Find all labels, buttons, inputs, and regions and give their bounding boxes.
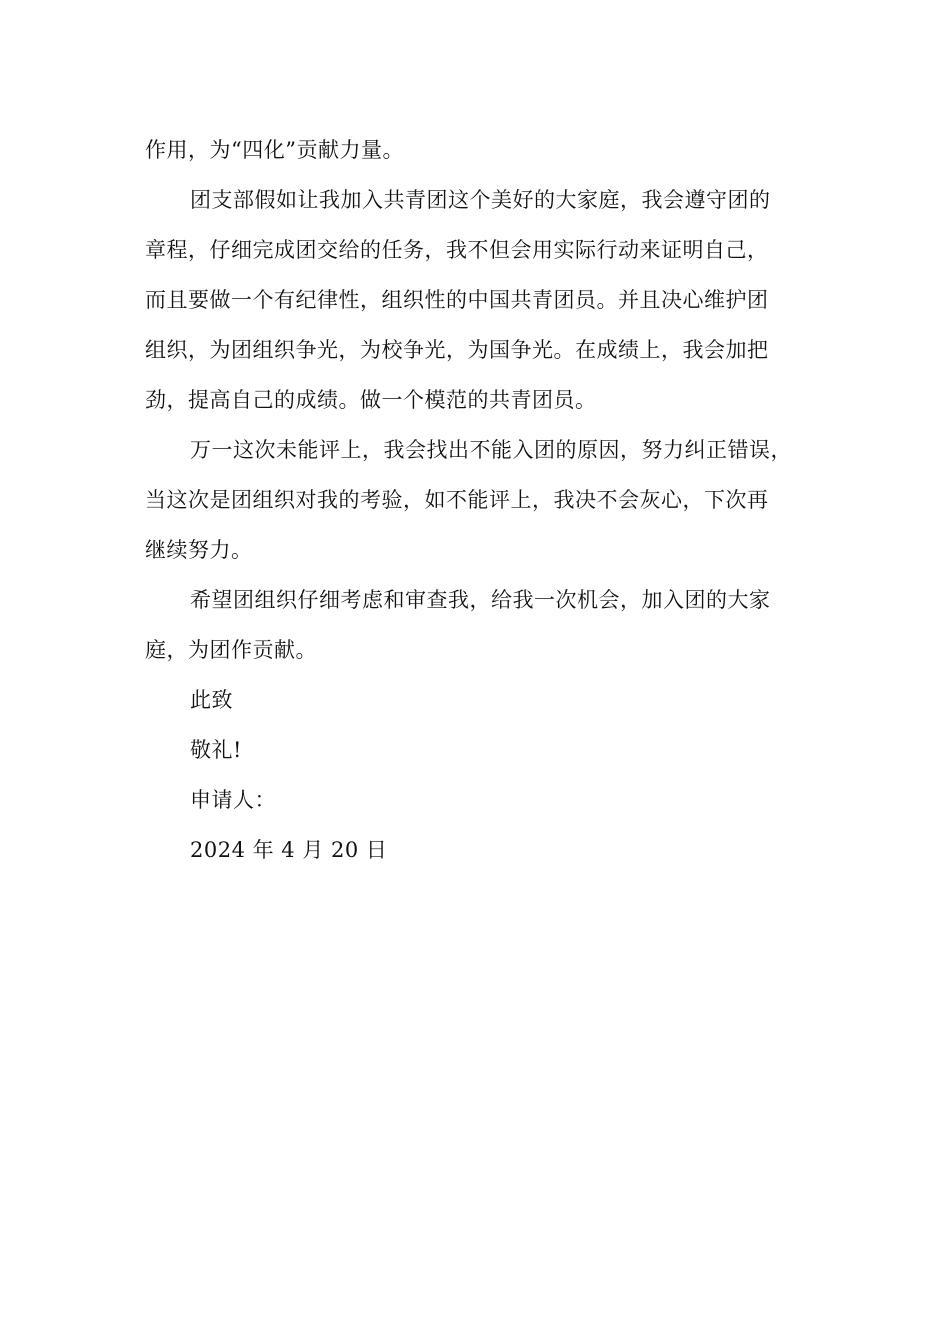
paragraph-line: 作用，为“四化”贡献力量。 xyxy=(145,138,404,162)
paragraph-line: 希望团组织仔细考虑和审查我，给我一次机会，加入团的大家 xyxy=(190,588,771,612)
paragraph-line: 劲，提高自己的成绩。做一个模范的共青团员。 xyxy=(145,388,597,412)
applicant-label: 申请人： xyxy=(190,788,276,812)
date-line: 2024 年 4 月 20 日 xyxy=(190,838,388,862)
paragraph-line: 而且要做一个有纪律性，组织性的中国共青团员。并且决心维护团 xyxy=(145,288,769,312)
closing-respect: 敬礼! xyxy=(190,738,242,762)
closing-salutation: 此致 xyxy=(190,688,233,712)
paragraph-line: 团支部假如让我加入共青团这个美好的大家庭，我会遵守团的 xyxy=(190,188,771,212)
paragraph-line: 继续努力。 xyxy=(145,538,253,562)
paragraph-line: 章程，仔细完成团交给的任务，我不但会用实际行动来证明自己， xyxy=(145,238,769,262)
paragraph-line: 组织，为团组织争光，为校争光，为国争光。在成绩上，我会加把 xyxy=(145,338,769,362)
paragraph-line: 万一这次未能评上，我会找出不能入团的原因，努力纠正错误， xyxy=(190,438,792,462)
paragraph-line: 当这次是团组织对我的考验，如不能评上，我决不会灰心，下次再 xyxy=(145,488,769,512)
paragraph-line: 庭，为团作贡献。 xyxy=(145,638,317,662)
